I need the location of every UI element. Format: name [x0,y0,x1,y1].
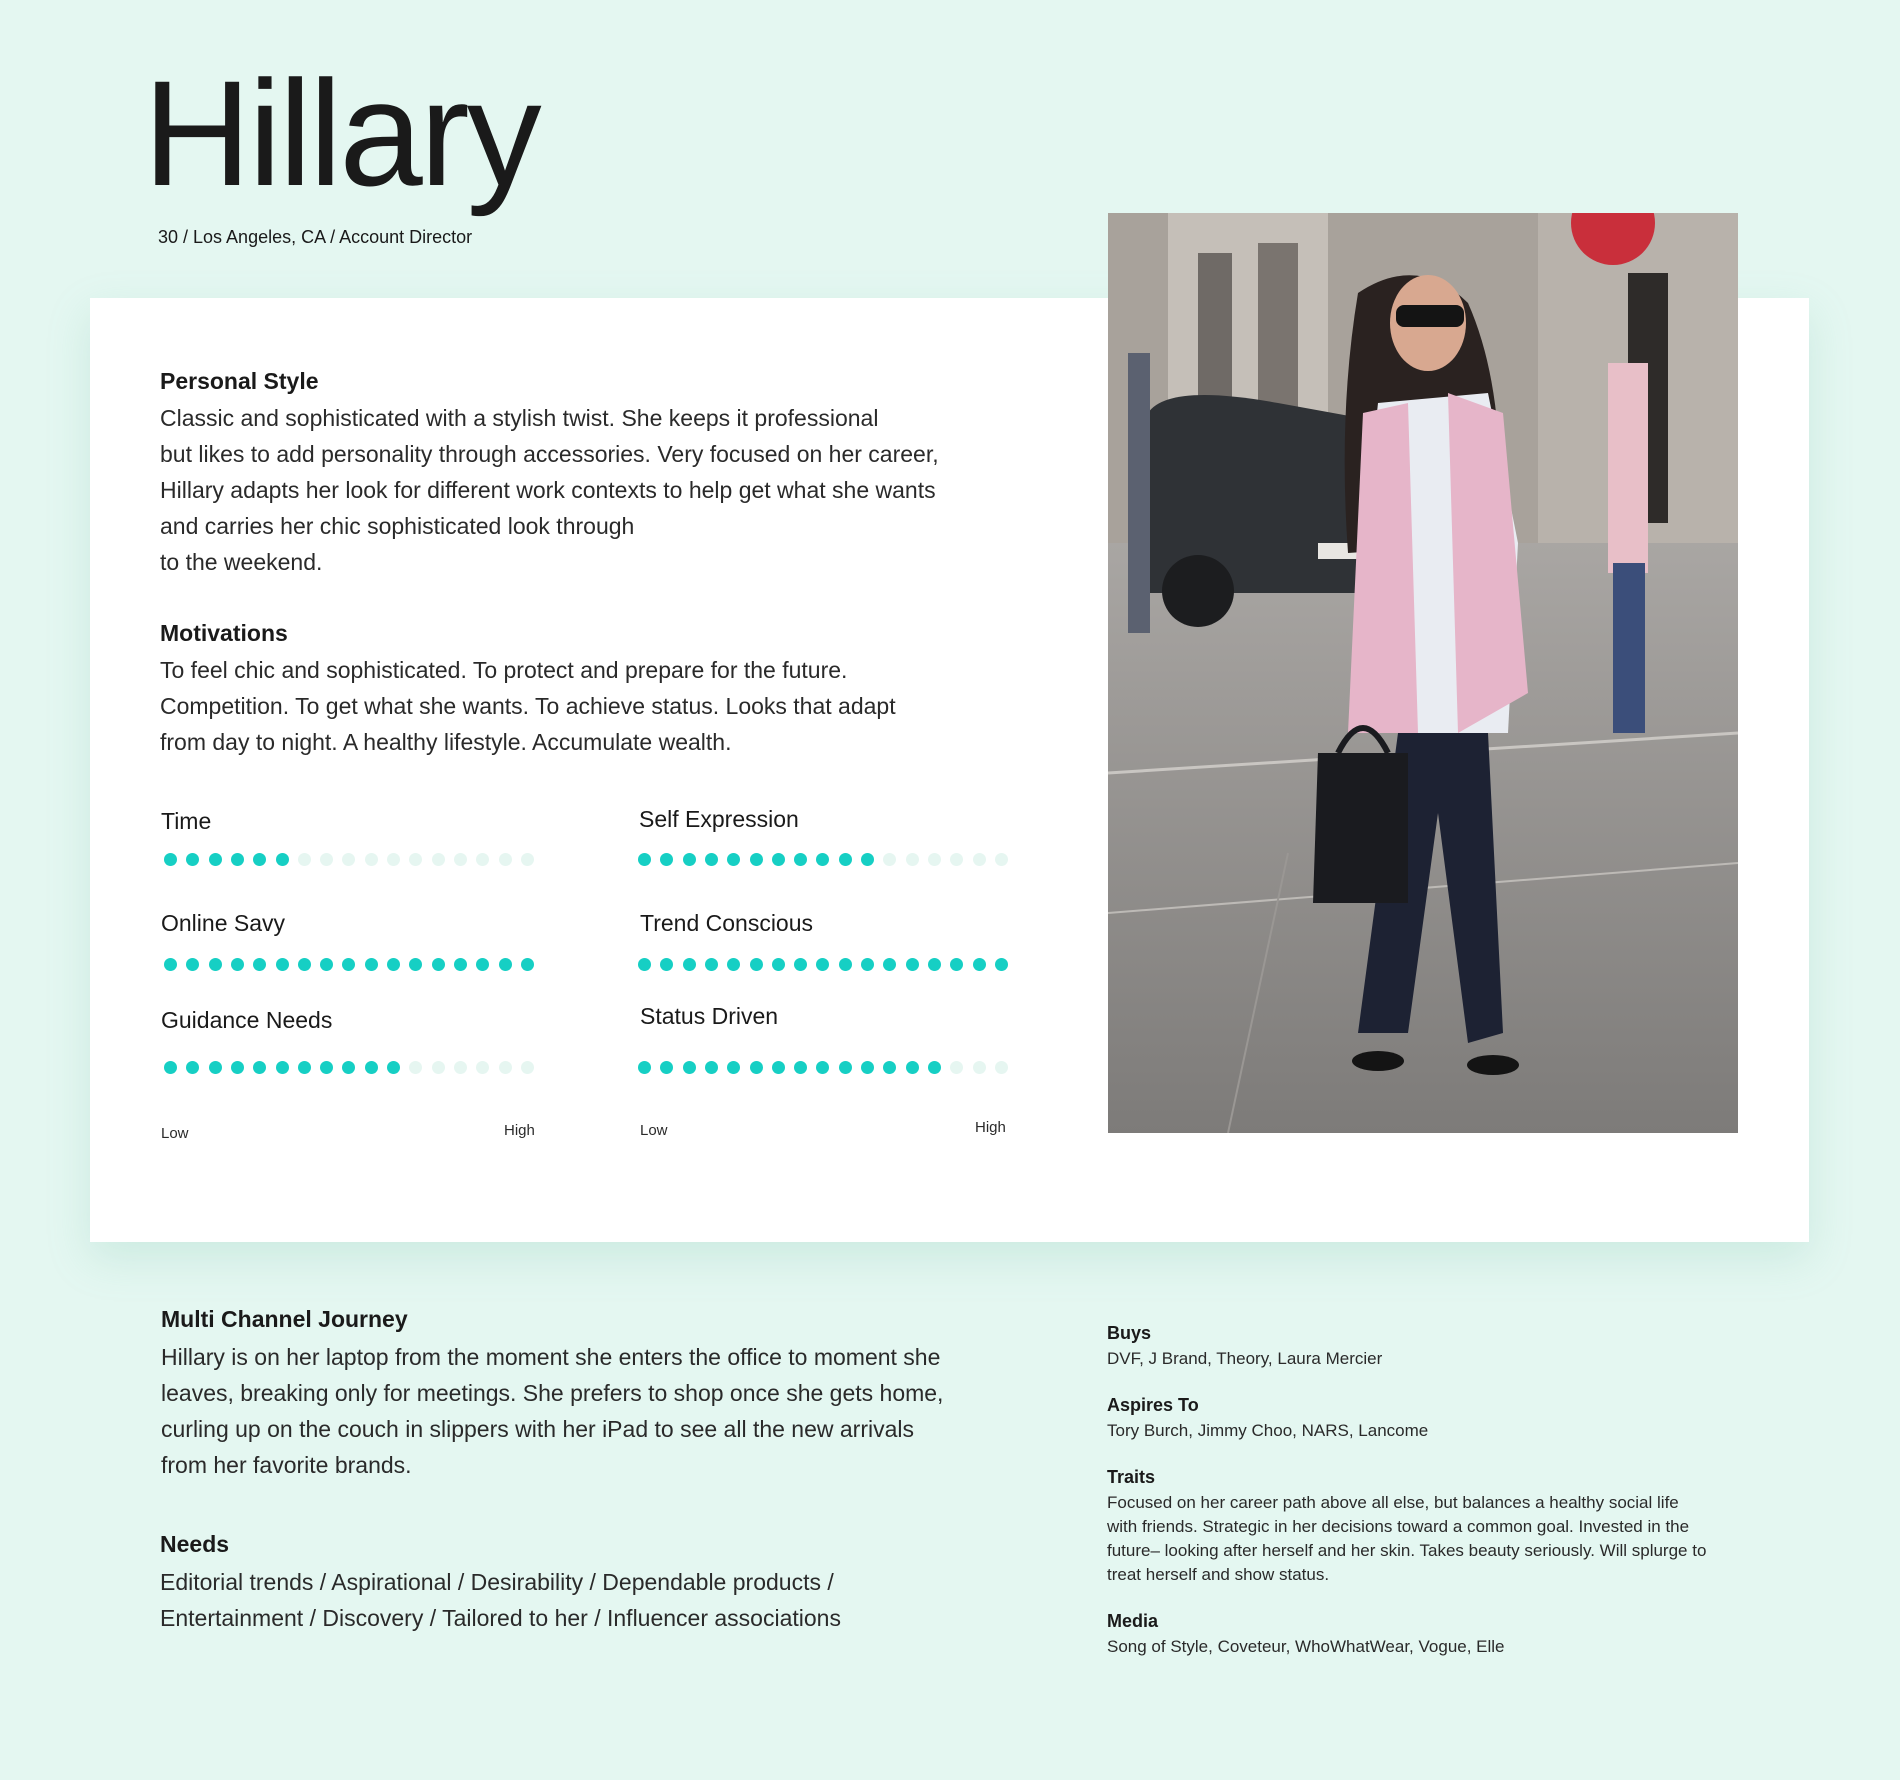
scale-dot-filled [660,958,673,971]
scale-dot-empty [409,1061,422,1074]
scale-dot-filled [186,853,199,866]
journey-line: leaves, breaking only for meetings. She prefers to shop once she gets home, [161,1380,944,1406]
scale-label-online-savy: Online Savy [161,910,286,936]
scale-dots-time [164,853,534,867]
scale-dot-filled [454,958,467,971]
scale-dots-guidance-needs [164,1061,534,1075]
scale-dot-empty [973,853,986,866]
scale-dot-filled [772,1061,785,1074]
motivations-body [160,652,896,760]
scale-dot-filled [683,1061,696,1074]
scale-dot-filled [683,958,696,971]
motivations-line: from day to night. A healthy lifestyle. Accumulate wealth. [160,729,732,755]
scale-dot-filled [365,1061,378,1074]
personal-style-title: Personal Style [160,368,319,394]
traits-line: Focused on her career path above all else, but balances a healthy social life [1107,1493,1679,1512]
motivations-title: Motivations [160,620,288,646]
personal-style-line: and carries her chic sophisticated look through [160,513,635,539]
persona-photo [1108,213,1738,1133]
persona-photo-illustration [1108,213,1738,1133]
scale-dot-filled [638,958,651,971]
scale-dot-filled [772,958,785,971]
scale-dot-empty [454,1061,467,1074]
scale-dot-filled [638,1061,651,1074]
scale-label-trend-conscious: Trend Conscious [640,910,814,936]
scale-dot-empty [928,853,941,866]
scale-dot-filled [164,958,177,971]
scale-dot-filled [342,1061,355,1074]
scale-dot-filled [231,958,244,971]
scale-dot-empty [950,1061,963,1074]
scale-dot-filled [409,958,422,971]
media-text: Song of Style, Coveteur, WhoWhatWear, Vogue, Elle [1107,1637,1505,1656]
scale-high-label: High [975,1119,1006,1136]
traits-line: with friends. Strategic in her decisions toward a common goal. Invested in the [1107,1517,1690,1536]
traits-line: treat herself and show status. [1107,1565,1330,1584]
needs-title: Needs [160,1531,230,1557]
scale-dot-filled [253,853,266,866]
scale-dot-empty [320,853,333,866]
scale-dot-filled [928,958,941,971]
scale-dot-empty [499,853,512,866]
scale-dot-filled [365,958,378,971]
personal-style-line: Hillary adapts her look for different work contexts to help get what she wants [160,477,936,503]
scale-dot-filled [794,853,807,866]
buys-text: DVF, J Brand, Theory, Laura Mercier [1107,1349,1383,1368]
persona-meta: 30 / Los Angeles, CA / Account Director [158,227,473,247]
scale-dot-empty [995,853,1008,866]
scale-dot-filled [906,958,919,971]
traits-line: future– looking after herself and her skin. Takes beauty seriously. Will splurge to [1107,1541,1707,1560]
personal-style-line: to the weekend. [160,549,323,575]
scale-dot-filled [750,853,763,866]
scale-dot-filled [816,958,829,971]
motivations-line: To feel chic and sophisticated. To protect and prepare for the future. [160,657,848,683]
aspires-text: Tory Burch, Jimmy Choo, NARS, Lancome [1107,1421,1429,1440]
journey-title: Multi Channel Journey [161,1306,408,1332]
journey-body [161,1339,943,1483]
scale-dot-filled [521,958,534,971]
scale-dot-filled [164,853,177,866]
scale-dot-filled [928,1061,941,1074]
scale-dot-filled [320,958,333,971]
personal-style-body [160,400,939,580]
scale-dot-empty [409,853,422,866]
scale-dot-filled [727,1061,740,1074]
scale-dot-filled [499,958,512,971]
scale-dot-filled [476,958,489,971]
scale-dot-filled [660,853,673,866]
scale-high-label: High [504,1122,535,1139]
scale-dot-filled [973,958,986,971]
scale-dot-filled [950,958,963,971]
scale-dot-empty [298,853,311,866]
scale-dot-filled [276,958,289,971]
scale-dot-filled [209,958,222,971]
needs-body [160,1564,841,1636]
scale-dot-filled [883,1061,896,1074]
traits-title: Traits [1107,1467,1156,1487]
scale-dot-filled [750,958,763,971]
scale-dot-empty [950,853,963,866]
scale-dot-filled [839,853,852,866]
scale-label-guidance-needs: Guidance Needs [161,1007,333,1033]
traits-body [1107,1491,1706,1587]
scale-dot-filled [839,1061,852,1074]
media-title: Media [1107,1611,1159,1631]
scale-dot-filled [705,958,718,971]
scale-dot-filled [839,958,852,971]
journey-line: from her favorite brands. [161,1452,412,1478]
scale-dot-filled [209,1061,222,1074]
scale-dot-filled [861,853,874,866]
scale-dot-filled [705,1061,718,1074]
scale-dots-trend-conscious [638,958,1008,972]
journey-line: curling up on the couch in slippers with her iPad to see all the new arrivals [161,1416,915,1442]
scale-label-status-driven: Status Driven [640,1003,779,1029]
scale-dot-filled [772,853,785,866]
scale-dot-filled [727,958,740,971]
scale-dot-filled [660,1061,673,1074]
scale-dot-filled [164,1061,177,1074]
scale-dot-filled [387,1061,400,1074]
scale-dot-filled [861,1061,874,1074]
personal-style-line: but likes to add personality through accessories. Very focused on her career, [160,441,939,467]
scale-dot-filled [727,853,740,866]
scale-dot-filled [750,1061,763,1074]
motivations-line: Competition. To get what she wants. To achieve status. Looks that adapt [160,693,896,719]
scale-dot-filled [861,958,874,971]
scale-dot-filled [320,1061,333,1074]
scale-label-time: Time [161,808,212,834]
scale-dot-filled [186,1061,199,1074]
scale-dot-filled [432,958,445,971]
scale-dot-empty [995,1061,1008,1074]
scale-dots-self-expression [638,853,1008,867]
scale-dot-filled [253,1061,266,1074]
scale-dot-filled [387,958,400,971]
scale-dot-empty [883,853,896,866]
scale-low-label: Low [161,1125,189,1142]
scale-dot-filled [209,853,222,866]
scale-dot-empty [454,853,467,866]
scale-dot-empty [906,853,919,866]
buys-title: Buys [1107,1323,1152,1343]
scale-dot-filled [276,1061,289,1074]
scale-dots-status-driven [638,1061,1008,1075]
scale-dot-filled [683,853,696,866]
scale-dot-filled [231,1061,244,1074]
scale-dot-empty [973,1061,986,1074]
scale-dot-empty [342,853,355,866]
scale-dot-empty [432,1061,445,1074]
scale-low-label: Low [640,1122,668,1139]
scale-dot-filled [276,853,289,866]
scale-dot-empty [432,853,445,866]
scale-dot-empty [499,1061,512,1074]
scale-label-self-expression: Self Expression [639,806,799,832]
scale-dot-empty [476,853,489,866]
scale-dot-empty [476,1061,489,1074]
aspires-title: Aspires To [1107,1395,1199,1415]
scale-dot-filled [705,853,718,866]
scale-dot-filled [794,958,807,971]
journey-line: Hillary is on her laptop from the moment she enters the office to moment she [161,1344,941,1370]
scale-dot-empty [365,853,378,866]
scale-dot-filled [995,958,1008,971]
scale-dot-empty [387,853,400,866]
scale-dot-empty [521,853,534,866]
scale-dot-filled [906,1061,919,1074]
scale-dot-filled [298,958,311,971]
scale-dot-filled [342,958,355,971]
needs-line: Entertainment / Discovery / Tailored to her / Influencer associations [160,1605,841,1631]
scale-dot-filled [231,853,244,866]
scale-dot-filled [638,853,651,866]
scale-dots-online-savy [164,958,534,972]
needs-line: Editorial trends / Aspirational / Desirability / Dependable products / [160,1569,834,1595]
scale-dot-filled [186,958,199,971]
scale-dot-filled [298,1061,311,1074]
personal-style-line: Classic and sophisticated with a stylish twist. She keeps it professional [160,405,879,431]
scale-dot-filled [816,1061,829,1074]
scale-dot-filled [794,1061,807,1074]
scale-dot-filled [253,958,266,971]
scale-dot-filled [816,853,829,866]
scale-dot-empty [521,1061,534,1074]
persona-name: Hillary [143,49,539,217]
scale-dot-filled [883,958,896,971]
